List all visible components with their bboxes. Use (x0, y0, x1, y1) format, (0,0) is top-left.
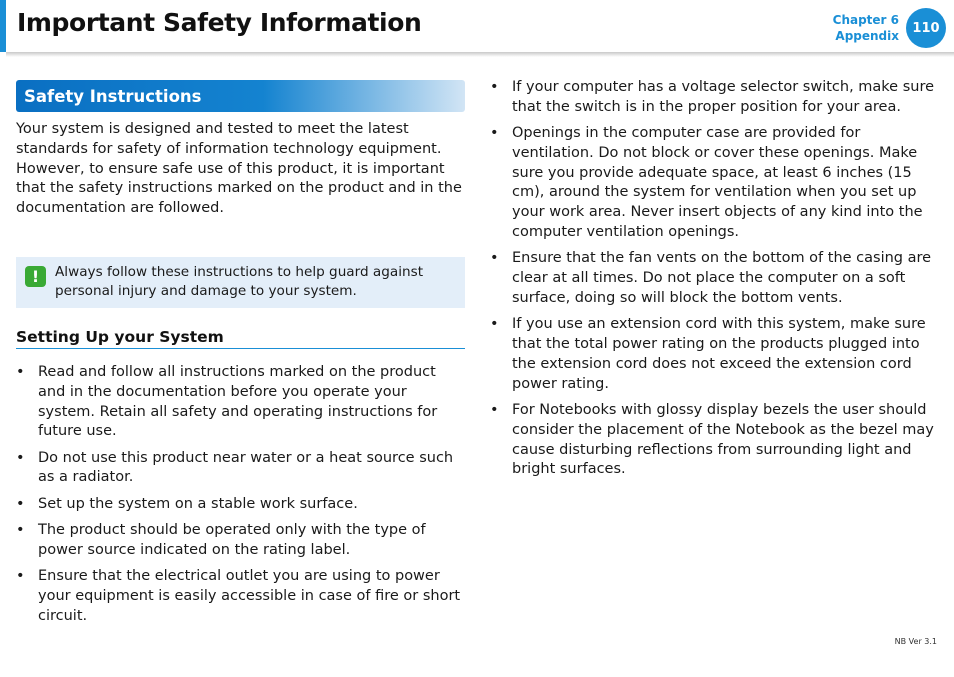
intro-paragraph: Your system is designed and tested to meet the latest standards for safety of information technology equipment. However, to ensure safe use of this product, it is important that the safety instructions marked on the product and in the documentation are followed. (16, 121, 462, 217)
bullet-icon: • (16, 495, 25, 512)
page-number-badge: 110 (906, 8, 946, 48)
list-item (16, 449, 465, 489)
bullet-icon: • (490, 316, 499, 333)
list-item (16, 567, 465, 626)
list-item (490, 124, 940, 243)
setup-bullet-list (16, 363, 465, 627)
safety-bullet-list (490, 78, 940, 480)
bullet-icon: • (16, 522, 25, 539)
section-title: Safety Instructions (24, 86, 202, 106)
list-item (16, 521, 465, 561)
header-divider (6, 52, 954, 57)
list-item-text: For Notebooks with glossy display bezels the user should consider the placement of the Notebook as the bezel may cause disturbing reflections from surrounding light and bright surfaces. (512, 401, 934, 478)
caution-box (16, 257, 465, 308)
list-item-text: Read and follow all instructions marked on the product and in the documentation before you operate your system. Retain all safety and operating instructions for future use. (38, 363, 438, 440)
bullet-icon: • (16, 449, 25, 466)
chapter-info (833, 12, 899, 44)
list-item-text: If your computer has a voltage selector switch, make sure that the switch is in the proper position for your area. (512, 79, 935, 115)
bullet-icon: • (490, 125, 499, 142)
list-item (490, 315, 940, 394)
list-item (16, 363, 465, 442)
chapter-label: Chapter 6 (832, 13, 899, 27)
list-item (490, 249, 940, 308)
list-item-text: Do not use this product near water or a heat source such as a radiator. (38, 449, 454, 486)
subsection-heading: Setting Up your System (16, 328, 465, 349)
list-item-text: Ensure that the electrical outlet you are using to power your equipment is easily accessible in case of fire or short circuit. (38, 568, 461, 624)
list-item-text: Set up the system on a stable work surface. (38, 495, 358, 512)
section-label: Appendix (835, 29, 899, 43)
header-accent-bar (0, 0, 6, 52)
bullet-icon: • (490, 401, 499, 418)
bullet-icon: • (490, 250, 499, 267)
list-item-text: The product should be operated only with the type of power source indicated on the rating label. (38, 522, 426, 558)
left-column (16, 80, 465, 633)
bullet-icon: • (16, 568, 25, 585)
list-item (16, 495, 465, 515)
section-header (16, 80, 465, 112)
list-item-text: Openings in the computer case are provided for ventilation. Do not block or cover these openings. Make sure you provide adequate space, at least 6 inches (15 cm), around the system for ventilation when you set up your work area. Never insert objects of any kind into the computer ventilation openings. (512, 125, 923, 241)
list-item-text: Ensure that the fan vents on the bottom of the casing are clear at all times. Do not place the computer on a soft surface, doing so will block the bottom vents. (512, 250, 932, 306)
list-item-text: If you use an extension cord with this system, make sure that the total power rating on the products plugged into the extension cord does not exceed the extension cord power rating. (512, 316, 926, 392)
bullet-icon: • (16, 363, 25, 380)
list-item (490, 401, 940, 480)
right-column (490, 78, 940, 487)
list-item (490, 78, 940, 118)
caution-text: Always follow these instructions to help guard against personal injury and damage to your system. (55, 263, 424, 299)
page-title: Important Safety Information (17, 8, 422, 37)
version-label: NB Ver 3.1 (894, 637, 937, 646)
bullet-icon: • (490, 79, 499, 95)
exclamation-icon: ! (25, 266, 46, 287)
